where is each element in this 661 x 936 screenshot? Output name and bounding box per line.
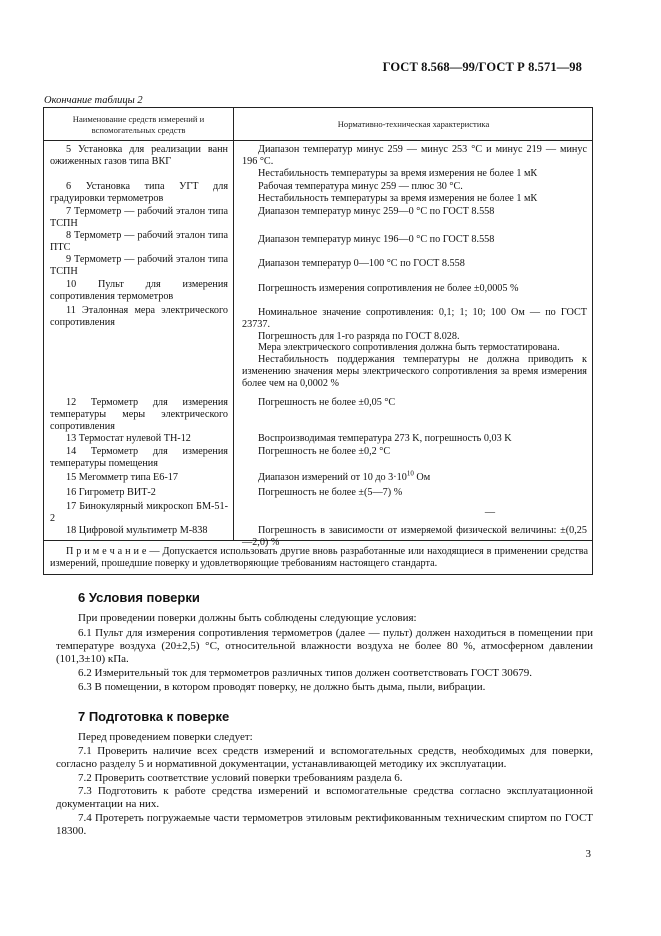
section-6-title: 6 Условия поверки	[78, 590, 200, 605]
row-spec: Погрешность не более ±(5—7) %	[258, 487, 403, 498]
row-spec: Погрешность измерения сопротивления не более ±0,0005 %	[258, 283, 519, 294]
row-name: 14 Термометр для измерения температуры помещения	[50, 446, 228, 469]
paragraph: 7.4 Протереть погружаемые части термометров этиловым ректификованным техническим спиртом по ГОСТ 18300.	[56, 812, 593, 838]
row-name: 6 Установка типа УГТ для градуировки термометров	[50, 181, 228, 204]
paragraph: 6.1 Пульт для измерения сопротивления термометров (далее — пульт) должен находиться в помещении при температуре воздуха (20±2,5) °C, относительной влажности воздуха не более 80 %, атмосферном давлении (101,3±10) кПа.	[56, 627, 593, 666]
column-header-spec: Нормативно-техническая характеристика	[337, 119, 490, 129]
row-spec: Погрешность не более ±0,05 °C	[258, 397, 396, 408]
equipment-table	[43, 107, 593, 575]
table-note	[50, 546, 588, 570]
row-name: 12 Термометр для измерения температуры меры электрического сопротивления	[50, 397, 228, 432]
note-text: — Допускается использовать другие вновь разработанные или находящиеся в применении средства измерений, прошедшие поверку и удовлетворяющие требованиям настоящего стандарта.	[50, 546, 588, 569]
row-spec: Диапазон температур минус 259 — минус 253 °C и минус 219 — минус 196 °C. Нестабильность температуры за время измерения не более 1 мК	[242, 144, 587, 179]
row-spec: Рабочая температура минус 259 — плюс 30 °C. Нестабильность температуры за время измерения не более 1 мК	[258, 181, 538, 204]
row-name: 7 Термометр — рабочий эталон типа ТСПН	[50, 206, 228, 229]
paragraph: Перед проведением поверки следует:	[78, 731, 253, 743]
row-spec: Диапазон измерений от 10 до $3\cdot 10^{10}$ Ом	[258, 469, 431, 483]
row-name: 8 Термометр — рабочий эталон типа ПТС	[50, 230, 228, 253]
paragraph: 7.3 Подготовить к работе средства измерений и вспомогательные средства согласно эксплуатационной документации на них.	[56, 785, 593, 811]
row-spec: Диапазон температур минус 259—0 °C по ГОСТ 8.558	[258, 206, 495, 217]
row-spec: Диапазон температур 0—100 °C по ГОСТ 8.558	[258, 258, 465, 269]
row-spec: Погрешность в зависимости от измеряемой физической величины: ±(0,25—2,0) %	[242, 525, 587, 548]
row-name: 17 Бинокулярный микроскоп БМ-51-2	[50, 501, 228, 524]
row-name: 10 Пульт для измерения сопротивления термометров	[50, 279, 228, 302]
page-number: 3	[585, 848, 591, 860]
row-name: 18 Цифровой мультиметр М-838	[66, 525, 208, 536]
paragraph: 6.2 Измерительный ток для термометров различных типов должен соответствовать ГОСТ 30679.	[78, 667, 532, 679]
paragraph: 7.1 Проверить наличие всех средств измерений и вспомогательных средств, необходимых для поверки, согласно разделу 5 и нормативной документации, устанавливающей методику их эксплуатации.	[56, 745, 593, 771]
paragraph: 7.2 Проверить соответствие условий поверки требованиям раздела 6.	[78, 772, 403, 784]
row-name: 15 Мегомметр типа Е6-17	[66, 472, 178, 483]
note-label: П р и м е ч а н и е	[66, 546, 147, 557]
row-spec: Диапазон температур минус 196—0 °C по ГОСТ 8.558	[258, 234, 495, 245]
row-name: 9 Термометр — рабочий эталон типа ТСПН	[50, 254, 228, 277]
row-spec: Погрешность не более ±0,2 °C	[258, 446, 391, 457]
row-spec: —	[484, 507, 495, 518]
row-name: 16 Гигрометр ВИТ-2	[66, 487, 156, 498]
column-divider	[233, 108, 234, 540]
paragraph: 6.3 В помещении, в котором проводят поверку, не должно быть дыма, пыли, вибрации.	[78, 681, 486, 693]
header-divider	[44, 140, 592, 141]
table-caption: Окончание таблицы 2	[44, 95, 143, 106]
row-name: 11 Эталонная мера электрического сопротивления	[50, 305, 228, 328]
paragraph: При проведении поверки должны быть соблюдены следующие условия:	[78, 612, 417, 624]
document-header: ГОСТ 8.568—99/ГОСТ Р 8.571—98	[382, 60, 582, 74]
section-7-title: 7 Подготовка к поверке	[78, 709, 230, 724]
row-spec: Воспроизводимая температура 273 K, погрешность 0,03 K	[258, 433, 512, 444]
row-name: 13 Термостат нулевой ТН-12	[66, 433, 191, 444]
row-spec: Номинальное значение сопротивления: 0,1; 1; 10; 100 Ом — по ГОСТ 23737. Погрешность для 1-го разряда по ГОСТ 8.028. Мера электрического сопротивления должна быть термостатирована. Нестабильность поддержания температуры не должна приводить к изменению значения меры электрического сопротивления за время измерения более чем на 0,0002 %	[242, 307, 587, 389]
row-name: 5 Установка для реализации ванн ожиженных газов типа ВКГ	[50, 144, 228, 167]
column-header-name: Наименование средств измерений и вспомогательных средств	[72, 114, 205, 135]
